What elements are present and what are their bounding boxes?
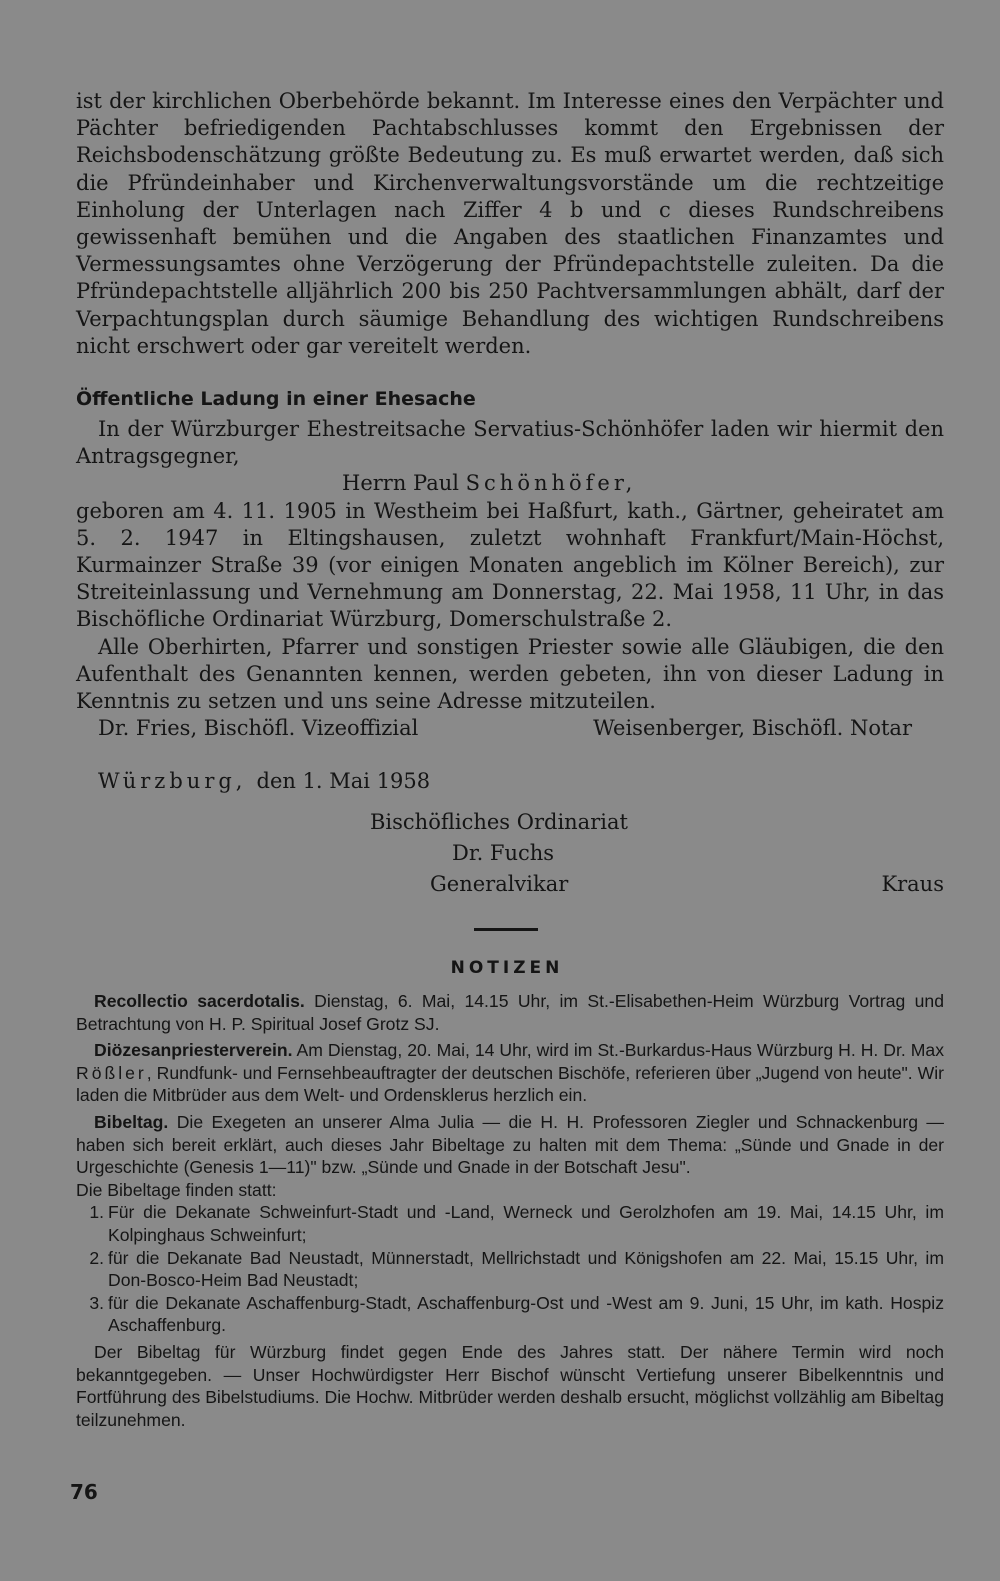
closing-office-row — [76, 809, 944, 836]
bibeltag-paragraph — [76, 1111, 944, 1179]
ladung-intro-text: In der Würzburger Ehestreitsache Servatius-Schönhöfer laden wir hiermit den Antragsgegner, — [76, 417, 944, 469]
ladung-signatures — [76, 715, 944, 742]
closing-right-name: Kraus — [881, 872, 944, 896]
dioezesan-text-1: Am Dienstag, 20. Mai, 14 Uhr, wird im St.-Burkardus-Haus Würzburg H. H. Dr. Max — [296, 1040, 944, 1061]
ladung-name-line — [76, 470, 944, 497]
list-item — [76, 1247, 944, 1292]
closing-place-date — [76, 768, 944, 795]
section-divider — [474, 928, 538, 931]
ladung-body: geboren am 4. 11. 1905 in Westheim bei Haßfurt, kath., Gärtner, geheiratet am 5. 2. 1947 in Eltingshausen, zuletzt wohnhaft Frankfurt/Main-Höchst, Kurmainzer Straße 39 (vor einigen Monaten angeblich im Kölner Bereich), zur Streiteinlassung und Vernehmung am Donnerstag, 22. Mai 1958, 11 Uhr, in das Bischöfliche Ordinariat Würzburg, Domerschulstraße 2. — [76, 498, 944, 632]
list-item-number: 3. — [89, 1292, 104, 1313]
signature-left: Dr. Fries, Bischöfl. Vizeoffizial — [98, 716, 419, 741]
recollectio-lead: Recollectio sacerdotalis. — [94, 991, 305, 1011]
list-item-text: Für die Dekanate Schweinfurt-Stadt und -Land, Werneck und Gerolzhofen am 19. Mai, 14.15 Uhr, im Kolpinghaus Schweinfurt; — [108, 1202, 944, 1245]
ladung-intro — [76, 416, 944, 470]
intro-section — [76, 88, 944, 360]
dioezesan-text-2: , Rundfunk- und Fernsehbeauftragter der deutschen Bischöfe, referieren über „Jugend von heute". Wir laden die Mitbrüder aus dem Welt- und Ordensklerus herzlich ein. — [76, 1062, 944, 1106]
list-item — [76, 1292, 944, 1337]
dioezesan-paragraph — [76, 1039, 944, 1107]
ladung-name-spaced: Schönhöfer, — [465, 471, 637, 496]
notizen-title: NOTIZEN — [450, 958, 564, 978]
closing-title: Generalvikar — [430, 872, 569, 896]
closing-office: Bischöfliches Ordinariat — [370, 810, 628, 834]
list-item-text: für die Dekanate Aschaffenburg-Stadt, Aschaffenburg-Ost und -West am 9. Juni, 15 Uhr, im kath. Hospiz Aschaffenburg. — [108, 1292, 944, 1336]
dioezesan-name: Rößler — [76, 1062, 147, 1083]
page-number: 76 — [70, 1480, 98, 1504]
ladung-section — [76, 388, 944, 742]
intro-paragraph: ist der kirchlichen Oberbehörde bekannt. Im Interesse eines den Verpächter und Pächter befriedigenden Pachtabschlusses kommt den Ergebnissen der Reichsbodenschätzung größte Bedeutung zu. Es muß erwartet werden, daß sich die Pfründeinhaber und Kirchenverwaltungsvorstände um die rechtzeitige Einholung der Unterlagen nach Ziffer 4 b und c dieses Rundschreibens gewissenhaft bemühen und die Angaben des staatlichen Finanzamtes und Vermessungsamtes ohne Verzögerung der Pfründepachtstelle zuleiten. Da die Pfründepachtstelle alljährlich 200 bis 250 Pachtversammlungen abhält, darf der Verpachtungsplan durch säumige Behandlung des wichtigen Rundschreibens nicht erschwert oder gar vereitelt werden. — [76, 89, 944, 358]
list-item-number: 2. — [89, 1247, 104, 1268]
bibeltag-text: Die Exegeten an unserer Alma Julia — die H. H. Professoren Ziegler und Schnackenburg — haben sich bereit erklärt, auch dieses Jahr Bibeltage zu halten mit dem Thema: „Sünde und Gnade in der Urgeschichte (Genesis 1—11)" bzw. „Sünde und Gnade in der Botschaft Jesu". — [76, 1111, 944, 1178]
closing-signer-row — [76, 840, 944, 867]
bibeltag-lead: Bibeltag. — [94, 1111, 169, 1132]
dioezesan-lead: Diözesanpriesterverein. — [94, 1040, 293, 1061]
closing-title-row — [76, 871, 944, 898]
closing-date: den 1. Mai 1958 — [256, 769, 431, 793]
list-item-number: 1. — [89, 1202, 104, 1223]
bibeltage-intro: Die Bibeltage finden statt: — [76, 1179, 277, 1200]
signature-right: Weisenberger, Bischöfl. Notar — [593, 716, 912, 741]
ladung-heading: Öffentliche Ladung in einer Ehesache — [76, 388, 476, 410]
notizen-section — [76, 990, 944, 1431]
closing-place: Würzburg, — [98, 769, 247, 793]
list-item-text: für die Dekanate Bad Neustadt, Münnerstadt, Mellrichstadt und Königshofen am 22. Mai, 15.15 Uhr, im Don-Bosco-Heim Bad Neustadt; — [108, 1247, 944, 1291]
ladung-appeal-text: Alle Oberhirten, Pfarrer und sonstigen Priester sowie alle Gläubigen, die den Aufenthalt des Genannten kennen, werden gebeten, ihn von dieser Ladung in Kenntnis zu setzen und uns seine Adresse mitzuteilen. — [76, 634, 944, 714]
ladung-appeal — [76, 634, 944, 716]
closing-section — [76, 768, 944, 898]
final-paragraph: Der Bibeltag für Würzburg findet gegen Ende des Jahres statt. Der nähere Termin wird noch bekanntgegeben. — Unser Hochwürdigster Herr Bischof wünscht Vertiefung unserer Bibelkenntnis und Fortführung des Bibelstudiums. Die Hochw. Mitbrüder werden deshalb ersucht, möglichst vollzählig am Bibeltag teilzunehmen. — [76, 1341, 944, 1430]
recollectio-paragraph — [76, 990, 944, 1035]
ladung-name-prefix: Herrn Paul — [342, 471, 459, 496]
recollectio-text: Dienstag, 6. Mai, 14.15 Uhr, im St.-Elisabethen-Heim Würzburg Vortrag und Betrachtung von H. P. Spiritual Josef Grotz SJ. — [76, 991, 945, 1034]
closing-signer: Dr. Fuchs — [452, 841, 555, 865]
list-item — [76, 1201, 944, 1246]
